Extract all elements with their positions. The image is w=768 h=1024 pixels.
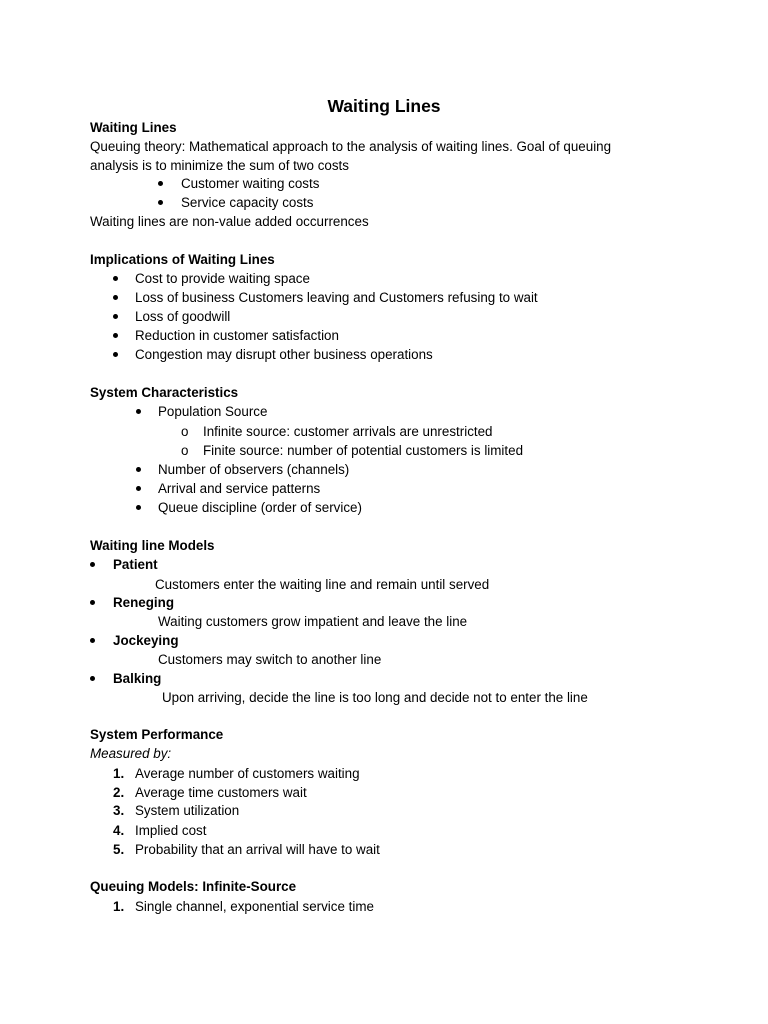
model-description: Customers enter the waiting line and remain until served (155, 577, 490, 592)
list-number: 4. (113, 823, 125, 838)
bullet-icon (90, 676, 95, 681)
measured-by-label: Measured by: (90, 746, 172, 761)
list-item: Single channel, exponential service time (135, 899, 374, 914)
list-item: Arrival and service patterns (158, 481, 321, 496)
list-item: Congestion may disrupt other business operations (135, 347, 433, 362)
list-number: 1. (113, 766, 125, 781)
list-item: Average number of customers waiting (135, 766, 360, 781)
list-item: Cost to provide waiting space (135, 271, 310, 286)
bullet-icon (158, 200, 163, 205)
list-item: Customer waiting costs (181, 176, 320, 191)
bullet-icon (136, 467, 141, 472)
list-number: 1. (113, 899, 125, 914)
bullet-icon (136, 505, 141, 510)
list-number: 5. (113, 842, 125, 857)
bullet-icon (90, 638, 95, 643)
sub-list-item: Infinite source: customer arrivals are unrestricted (203, 424, 493, 439)
model-name: Jockeying (113, 633, 179, 648)
bullet-icon (113, 352, 118, 357)
bullet-icon (113, 314, 118, 319)
list-item: Service capacity costs (181, 195, 314, 210)
bullet-icon (136, 486, 141, 491)
list-item: Probability that an arrival will have to wait (135, 842, 380, 857)
sub-bullet-marker: o (181, 424, 189, 439)
model-name: Reneging (113, 595, 175, 610)
bullet-icon (136, 409, 141, 414)
heading-implications: Implications of Waiting Lines (90, 252, 275, 267)
bullet-icon (90, 562, 95, 567)
bullet-icon (113, 276, 118, 281)
heading-system-characteristics: System Characteristics (90, 385, 239, 400)
list-number: 3. (113, 803, 125, 818)
list-item: Queue discipline (order of service) (158, 500, 362, 515)
sub-list-item: Finite source: number of potential customers is limited (203, 443, 524, 458)
bullet-icon (158, 181, 163, 186)
model-description: Upon arriving, decide the line is too long and decide not to enter the line (162, 690, 588, 705)
list-item: Average time customers wait (135, 785, 307, 800)
model-name: Balking (113, 671, 162, 686)
bullet-icon (90, 600, 95, 605)
intro-line-2: analysis is to minimize the sum of two costs (90, 158, 349, 173)
list-item: Reduction in customer satisfaction (135, 328, 339, 343)
waiting-lines-note: Waiting lines are non-value added occurrences (90, 214, 369, 229)
list-item: Loss of goodwill (135, 309, 231, 324)
document-title: Waiting Lines (327, 96, 441, 116)
sub-bullet-marker: o (181, 443, 189, 458)
heading-queuing-models: Queuing Models: Infinite-Source (90, 879, 297, 894)
heading-system-performance: System Performance (90, 727, 224, 742)
list-item: System utilization (135, 803, 240, 818)
list-number: 2. (113, 785, 125, 800)
list-item: Population Source (158, 404, 268, 419)
model-description: Customers may switch to another line (158, 652, 382, 667)
list-item: Loss of business Customers leaving and Customers refusing to wait (135, 290, 538, 305)
intro-line-1: Queuing theory: Mathematical approach to the analysis of waiting lines. Goal of queuing (90, 139, 612, 154)
model-name: Patient (113, 557, 158, 572)
model-description: Waiting customers grow impatient and leave the line (158, 614, 468, 629)
heading-waiting-line-models: Waiting line Models (90, 538, 215, 553)
list-item: Number of observers (channels) (158, 462, 350, 477)
bullet-icon (113, 295, 118, 300)
list-item: Implied cost (135, 823, 207, 838)
heading-waiting-lines: Waiting Lines (90, 120, 177, 135)
bullet-icon (113, 333, 118, 338)
